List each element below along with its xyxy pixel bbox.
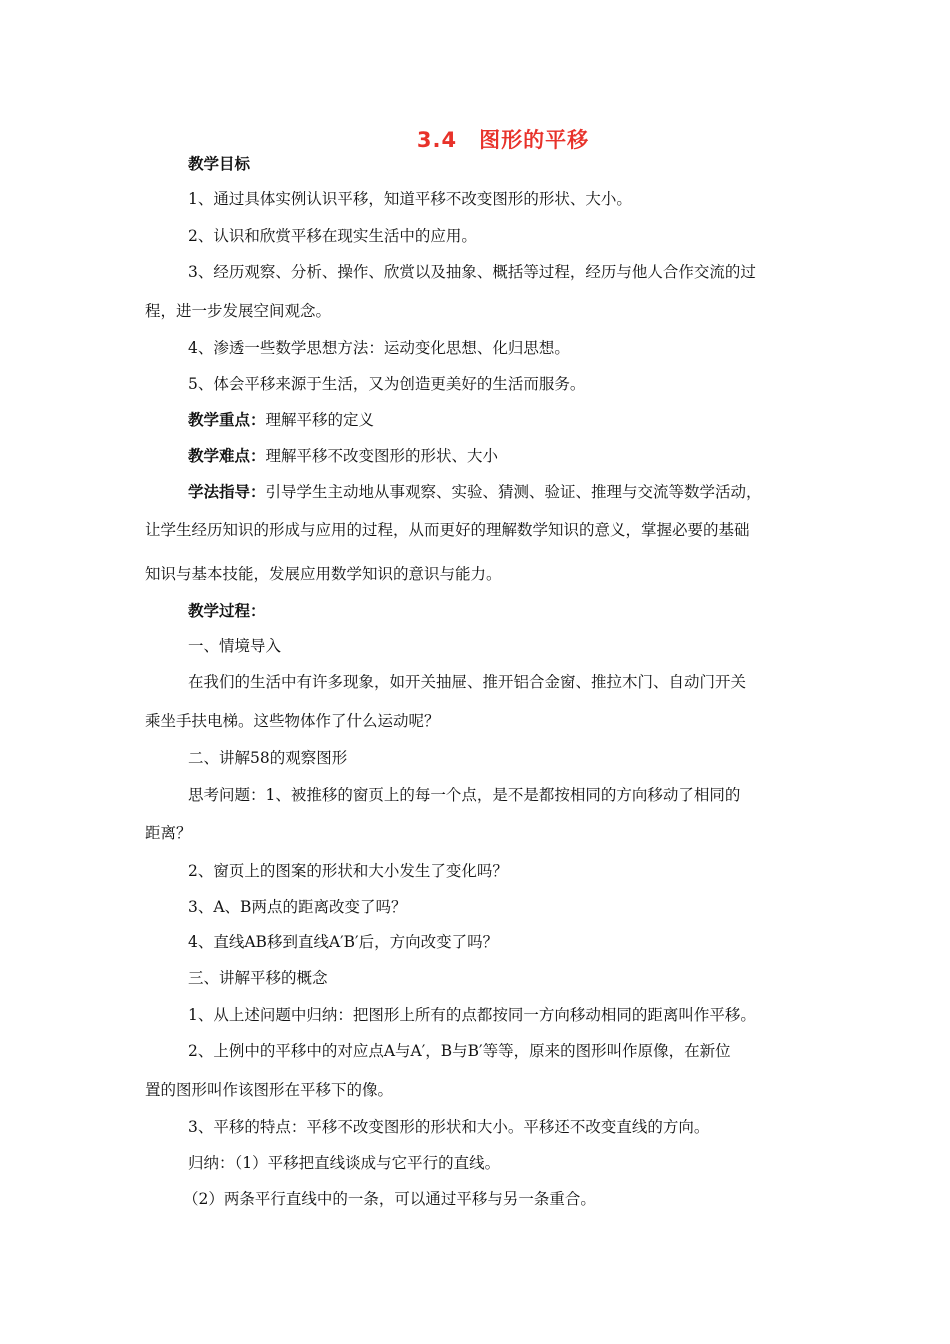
section3-line: 2、上例中的平移中的对应点A与A′，B与B′等等，原来的图形叫作原像，在新位 [188,1042,731,1060]
section2-line: 思考问题：1、被推移的窗页上的每一个点，是不是都按相同的方向移动了相同的 [188,786,741,804]
section1-line: 乘坐手扶电梯。这些物体作了什么运动呢？ [145,712,440,730]
process-heading: 教学过程： [188,602,266,620]
objective-line: 1、通过具体实例认识平移，知道平移不改变图形的形状、大小。 [188,190,632,208]
section3-line: （2）两条平行直线中的一条，可以通过平移与另一条重合。 [183,1190,596,1208]
objective-line: 2、认识和欣赏平移在现实生活中的应用。 [188,227,477,245]
method-line: 知识与基本技能，发展应用数学知识的意识与能力。 [145,565,502,583]
section2-title: 二、讲解58的观察图形 [188,749,348,767]
section1-title: 一、情境导入 [188,637,282,655]
objective-line: 5、体会平移来源于生活，又为创造更美好的生活而服务。 [188,375,586,393]
section1-line: 在我们的生活中有许多现象，如开关抽屉、推开铝合金窗、推拉木门、自动门开关 [188,673,747,691]
objective-line: 3、经历观察、分析、操作、欣赏以及抽象、概括等过程，经历与他人合作交流的过 [188,263,756,281]
section3-title: 三、讲解平移的概念 [188,969,328,987]
document-title: 3.4 图形的平移 [416,128,590,152]
section2-line: 距离？ [145,824,192,842]
method-line: 让学生经历知识的形成与应用的过程，从而更好的理解数学知识的意义，掌握必要的基础 [145,521,750,539]
section3-line: 3、平移的特点：平移不改变图形的形状和大小。平移还不改变直线的方向。 [188,1118,710,1136]
section3-line: 归纳：（1）平移把直线谈成与它平行的直线。 [188,1154,501,1172]
section2-line: 4、直线AB移到直线A′B′后，方向改变了吗？ [188,933,499,951]
objectives-heading: 教学目标 [188,155,251,173]
section3-line: 置的图形叫作该图形在平移下的像。 [145,1081,394,1099]
section2-line: 2、窗页上的图案的形状和大小发生了变化吗？ [188,862,508,880]
difficulty-point: 教学难点：理解平移不改变图形的形状、大小 [188,447,499,465]
key-point: 教学重点：理解平移的定义 [188,411,375,429]
section3-line: 1、从上述问题中归纳：把图形上所有的点都按同一方向移动相同的距离叫作平移。 [188,1006,756,1024]
objective-line: 程，进一步发展空间观念。 [145,302,332,320]
objective-line: 4、渗透一些数学思想方法：运动变化思想、化归思想。 [188,339,570,357]
section2-line: 3、A、B两点的距离改变了吗？ [188,898,407,916]
method-guidance: 学法指导：引导学生主动地从事观察、实验、猜测、验证、推理与交流等数学活动， [188,483,762,501]
